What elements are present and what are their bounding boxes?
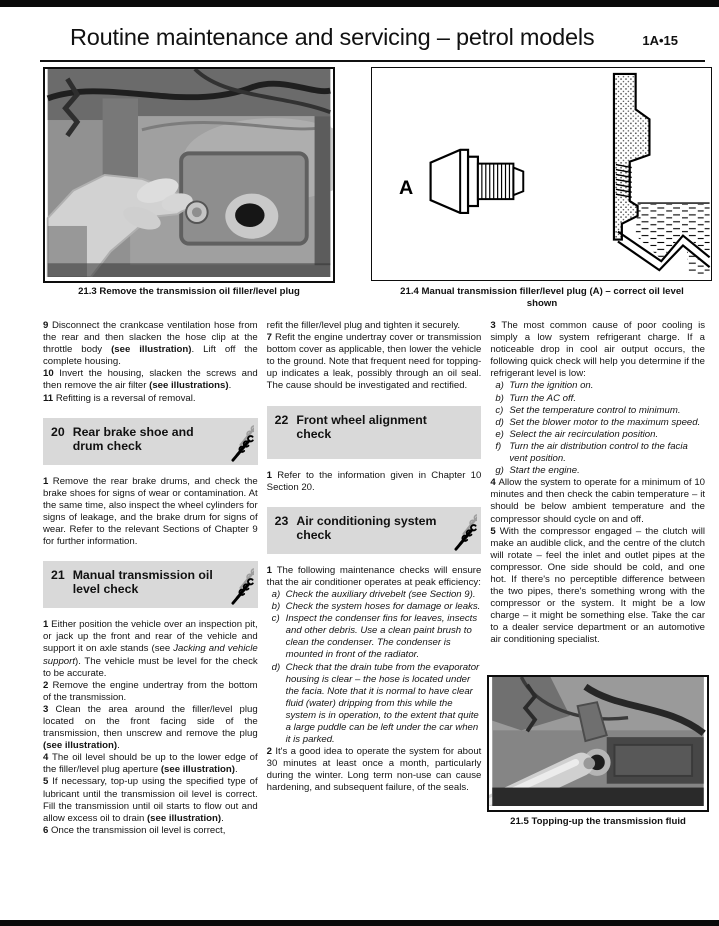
section-21-paragraph-1: 1 Either position the vehicle over an inspection pit, or jack up the front and rear of the vehicle and support it on axle stands (see Jacking and vehicle support). The vehicle must be level for the check to be accurate. xyxy=(43,619,258,679)
section-23-paragraph-2: 2 It's a good idea to operate the system for about 30 minutes at least once a month, particularly during the winter. Long term non-use can cause hardening, and subsequent failure, of the seals. xyxy=(266,746,482,794)
section-20-paragraph-1: 1 Remove the rear brake drums, and check the brake shoes for signs of wear or contamination. At the same time, also inspect the wheel cylinders for signs of leakage, and the brake drum for signs of wear. Refer to the relevant Sections of Chapter 9 for further information. xyxy=(43,475,258,548)
section-23-paragraph-4: 4 Allow the system to operate for a minimum of 10 minutes and then check the cabin temperature – it should be below ambient temperature and the compressor should cycle on and off. xyxy=(490,477,706,525)
list-marker: b) xyxy=(495,392,504,404)
figure-21-4-caption: 21.4 Manual transmission filler/level plug (A) – correct oil level shown xyxy=(400,286,684,309)
section-20-header xyxy=(43,418,258,465)
section-23-paragraph-3: 3 The most common cause of poor cooling is simply a low system refrigerant charge. If a noticeable drop in cool air output occurs, the following quick check will help you determine if the refrigerant level is low: xyxy=(490,320,706,380)
filler-plug-diagram xyxy=(372,68,711,277)
section-20-number: 20 xyxy=(51,424,65,439)
figure-21-3-caption: 21.3 Remove the transmission oil filler/level plug xyxy=(78,286,300,297)
page-title: Routine maintenance and servicing – petrol models xyxy=(70,24,595,50)
section-22-header xyxy=(267,406,482,459)
scan-edge-top xyxy=(0,0,719,7)
list-item: g) Start the engine. xyxy=(495,465,580,477)
figure-21-5-caption: 21.5 Topping-up the transmission fluid xyxy=(510,816,686,827)
spanner-difficulty-icon xyxy=(229,422,254,464)
section-23-paragraph-5: 5 With the compressor engaged – the clutch will make an audible click, and the centre of the clutch will rotate – feel the inlet and outlet pipes at the compressor. One side should be cold, and one hot. If there's no perceptible difference between the two pipes, there's something wrong with the compressor or the system. It might be a low charge – it might be something else. Take the car to a dealer service department or an automotive air conditioning specialist. xyxy=(490,525,706,646)
section-21-paragraph-5: 5 If necessary, top-up using the specified type of lubricant until the transmission oil level is correct. Fill the transmission until oil starts to flow out and allow excess oil to drain (see illustration). xyxy=(43,776,258,824)
section-23-number: 23 xyxy=(274,513,289,528)
list-marker: a) xyxy=(271,588,281,600)
paragraph-11: 11 Refitting is a reversal of removal. xyxy=(43,392,196,404)
list-item: f) Turn the air distribution control to the facia vent position. xyxy=(495,440,688,465)
figure-21-5-photo xyxy=(487,675,709,812)
section-22-number: 22 xyxy=(274,412,289,427)
list-marker: c) xyxy=(271,613,280,625)
section-21-title: Manual transmission oil level check xyxy=(72,568,213,597)
list-marker: f) xyxy=(495,440,502,452)
list-marker: a) xyxy=(495,380,504,392)
column-1 xyxy=(43,320,258,837)
list-item: a) Check the auxiliary drivebelt (see Section 9). xyxy=(271,588,476,600)
list-item: a) Turn the ignition on. xyxy=(495,380,594,392)
list-marker: c) xyxy=(495,404,504,416)
section-22-paragraph-1: 1 Refer to the information given in Chapter 10 Section 20. xyxy=(266,469,482,493)
section-21-paragraph-3: 3 Clean the area around the filler/level plug located on the front facing side of the transmission, then unscrew and remove the plug (see illustration). xyxy=(43,703,258,752)
section-22-title: Front wheel alignment check xyxy=(296,412,427,441)
scan-edge-bottom xyxy=(0,920,719,926)
section-20-title: Rear brake shoe and drum check xyxy=(72,424,194,453)
page-number: 1A•15 xyxy=(642,33,678,48)
paragraph-10: 10 Invert the housing, slacken the screws and then remove the air filter (see illustrations). xyxy=(43,368,258,392)
paragraph-7: 7 Refit the engine undertray cover or transmission bottom cover as applicable, then lower the vehicle to the ground. Note that frequent need for topping-up indicates a leak, possibly through an oil seal. The cause should be investigated and rectified. xyxy=(266,332,482,392)
column-2 xyxy=(267,320,482,837)
diagram-label-a: A xyxy=(399,177,414,200)
paragraph-6-continued: refit the filler/level plug and tighten it securely. xyxy=(266,320,461,331)
list-item: c) Set the temperature control to minimum. xyxy=(495,404,681,416)
spanner-difficulty-icon xyxy=(229,565,254,607)
section-21-paragraph-2: 2 Remove the engine undertray from the bottom of the transmission. xyxy=(43,679,258,703)
spanner-difficulty-icon xyxy=(452,511,477,553)
list-marker: g) xyxy=(495,465,504,477)
transmission-photo-illustration xyxy=(45,69,333,277)
figure-21-3-photo xyxy=(43,67,335,283)
list-marker: d) xyxy=(271,661,281,673)
list-marker: e) xyxy=(495,428,504,440)
section-23-header xyxy=(267,507,482,554)
list-marker: d) xyxy=(495,416,504,428)
section-21-header xyxy=(43,561,258,608)
list-item: e) Select the air recirculation position. xyxy=(495,428,659,440)
section-21-paragraph-6: 6 Once the transmission oil level is correct, xyxy=(43,824,226,836)
list-item: b) Check the system hoses for damage or leaks. xyxy=(271,601,481,613)
topping-up-photo-illustration xyxy=(489,677,707,806)
list-item: d) Set the blower motor to the maximum speed. xyxy=(495,416,701,428)
header-rule xyxy=(40,60,705,62)
figure-21-4-diagram xyxy=(371,67,712,281)
paragraph-9: 9 Disconnect the crankcase ventilation hose from the rear and then slacken the hose clip at the throttle body (see illustration). Lift off the complete housing. xyxy=(43,320,258,368)
section-23-title: Air conditioning system check xyxy=(296,513,437,542)
section-21-number: 21 xyxy=(51,568,65,583)
list-item: d) Check that the drain tube from the evaporator housing is clear – the hose is located under the facia. Note that it is normal to have clear fluid (water) dripping from this while the system is in operation, to the extent that quite a large puddle can be left under the car when it is parked. xyxy=(271,661,480,746)
list-marker: b) xyxy=(271,601,281,613)
section-21-paragraph-4: 4 The oil level should be up to the lower edge of the filler/level plug aperture (see illustration). xyxy=(43,752,258,776)
list-item: b) Turn the AC off. xyxy=(495,392,576,404)
list-item: c) Inspect the condenser fins for leaves, insects and other debris. Use a clean paint brush to clean the condenser. The condenser is mounted in front of the radiator. xyxy=(271,613,478,661)
section-23-paragraph-1: 1 The following maintenance checks will ensure that the air conditioner operates at peak efficiency: xyxy=(266,564,482,588)
